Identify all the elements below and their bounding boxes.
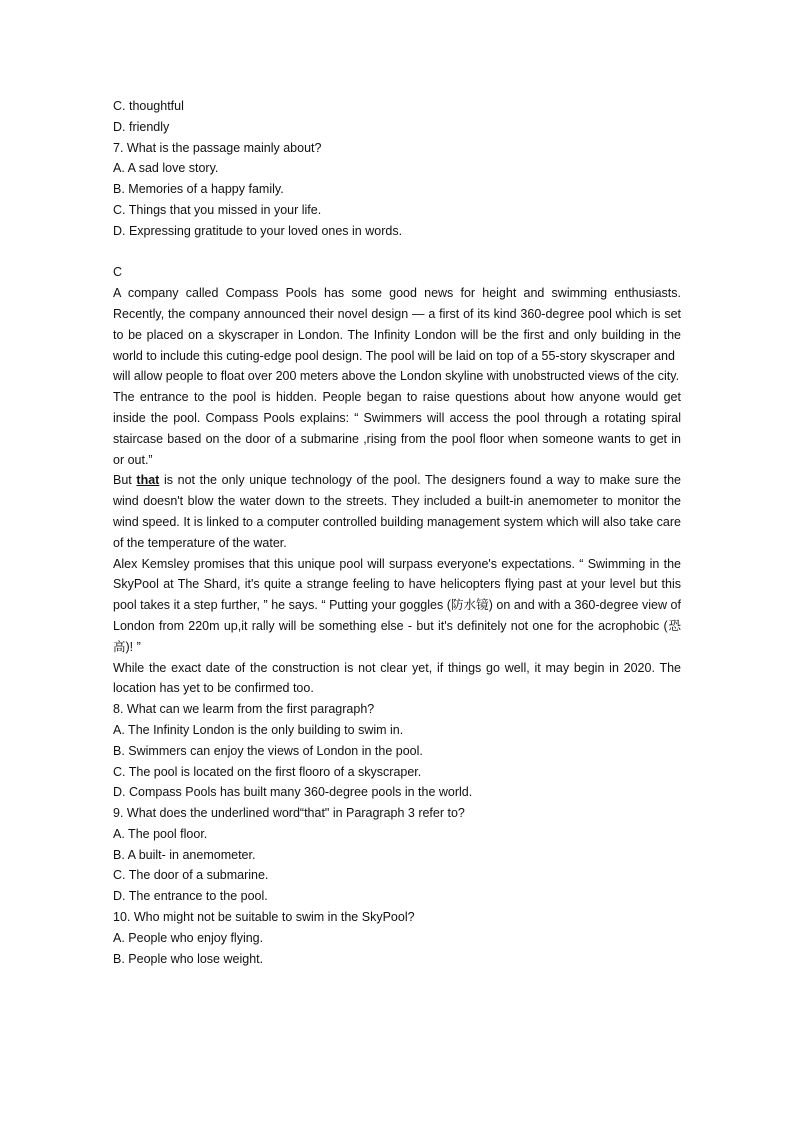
passage-heading: C: [113, 265, 123, 280]
q7-option-a: A. A sad love story.: [113, 161, 219, 176]
q9-question: 9. What does the underlined word“that" in Paragraph 3 refer to?: [113, 806, 465, 821]
document-page: [113, 96, 681, 969]
q8-option-c: C. The pool is located on the first flooro of a skyscraper.: [113, 764, 422, 779]
q6-option-d: D. friendly: [113, 119, 170, 134]
q9-option-c: C. The door of a submarine.: [113, 868, 269, 883]
q7-question: 7. What is the passage mainly about?: [113, 140, 322, 155]
q10-question: 10. Who might not be suitable to swim in the SkyPool?: [113, 910, 415, 925]
q8-option-b: B. Swimmers can enjoy the views of London in the pool.: [113, 743, 423, 758]
spacer: [113, 242, 681, 263]
passage-paragraph-5: While the exact date of the construction is not clear yet, if things go well, it may begin in 2020. The location has yet to be confirmed too.: [113, 660, 681, 696]
passage-paragraph-1: A company called Compass Pools has some good news for height and swimming enthusiasts. Recently, the company announced their novel design — a first of its kind 360-degree pool which is set to be placed on a skyscraper in London. The Infinity London will be the first and only building in the world to include this cuting-edge pool design. The pool will be laid on top of a 55-story skyscraper and: [113, 286, 681, 363]
q8-option-d: D. Compass Pools has built many 360-degree pools in the world.: [113, 785, 473, 800]
q9-option-a: A. The pool floor.: [113, 826, 208, 841]
q9-option-d: D. The entrance to the pool.: [113, 889, 268, 904]
passage-paragraph-1-continued: will allow people to float over 200 meters above the London skyline with unobstructed views of the city.: [113, 369, 680, 384]
paragraph-3-body: is not the only unique technology of the pool. The designers found a way to make sure the wind doesn't blow the water down to the streets. They included a built-in anemometer to monitor the wind speed. It is linked to a computer controlled building management system which will also take care of the temperature of the water.: [113, 473, 681, 550]
q10-option-b: B. People who lose weight.: [113, 951, 264, 966]
q7-option-d: D. Expressing gratitude to your loved ones in words.: [113, 223, 403, 238]
q9-option-b: B. A built- in anemometer.: [113, 847, 256, 862]
underlined-word: that: [136, 473, 160, 488]
q7-option-b: B. Memories of a happy family.: [113, 182, 284, 197]
q10-option-a: A. People who enjoy flying.: [113, 930, 264, 945]
passage-paragraph-2: The entrance to the pool is hidden. People began to raise questions about how anyone would get inside the pool. Compass Pools explains: “ Swimmers will access the pool through a rotating spiral staircase based on the door of a submarine ,rising from the pool floor when someone wants to get in or out.”: [113, 390, 681, 467]
q7-option-c: C. Things that you missed in your life.: [113, 202, 322, 217]
q8-option-a: A. The Infinity London is the only building to swim in.: [113, 722, 404, 737]
q8-question: 8. What can we learm from the first paragraph?: [113, 702, 375, 717]
passage-paragraph-4: Alex Kemsley promises that this unique pool will surpass everyone's expectations. “ Swimming in the SkyPool at The Shard, it's quite a strange feeling to have helicopters flying past at your level but this pool takes it a step further, ” he says. “ Putting your goggles (防水镜) on and with a 360-degree view of London from 220m up,it rally will be something else - but it's definitely not one for the acrophobic (恐高)! ”: [113, 556, 681, 654]
paragraph-3-lead: But: [113, 473, 137, 488]
q6-option-c: C. thoughtful: [113, 99, 184, 113]
passage-paragraph-3: [113, 470, 681, 553]
